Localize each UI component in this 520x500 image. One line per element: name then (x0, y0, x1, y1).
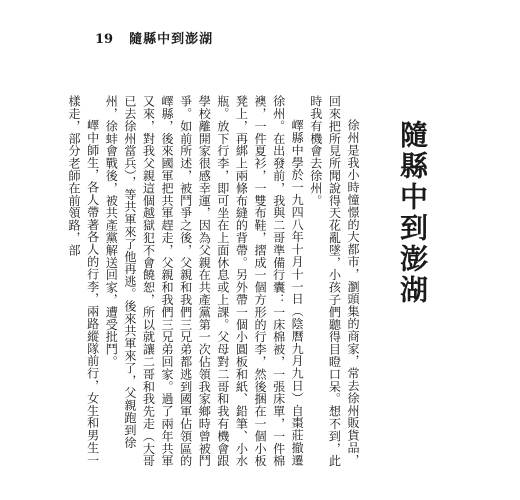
page-header (95, 28, 213, 48)
paragraph: 嶧中師生，各人帶著各人的行李，兩路縱隊前行，女生和男生一樣走，部分老師在前領路，部 (67, 95, 100, 467)
page-number: 19 (95, 32, 114, 47)
body-text (67, 95, 362, 467)
chapter-title: 隨縣中到澎湖 (396, 120, 429, 306)
paragraph: 徐州是我小時憧憬的大都市，瀏頭集的商家，常去徐州販貨品，回來把所見所聞說得天花亂墜，小孩子們聽得目瞪口呆。想不到，此時我有機會去徐州。 (308, 95, 360, 467)
paragraph: 嶧縣中學於一九四八年十月十一日（陰曆九月九日）自棗莊撤遷徐州。在出發前，我與二哥準備行囊：一床棉被，一張床單，一件棉襖，一件夏衫，一雙布鞋，摺成一個方形的行李，然後捆在一個小板凳上，再綁上兩條布縫的背帶。另外帶一個小圓板和紙、鉛筆、小水瓶。放下行李，即可坐在上面休息或上課。父母對二哥和我有機會跟學校離開家很感幸運，因為父親在共產黨第一次佔領我家鄉時曾被鬥爭。如前所述，被鬥爭之後，父親和我們三兄弟都逃到國軍佔領區的嶧縣，後來國軍把共軍趕走，父親和我們三兄弟回家。過了兩年共軍又來，對我父親這個越獄犯不會饒恕，所以就讓二哥和我先走（大哥已去徐州當兵），等共軍來了他再逃。後來共軍來了，父親跑到徐州，徐蚌會戰後，被共產黨解送回家，遭受批鬥。 (104, 95, 305, 467)
running-title: 隨縣中到澎湖 (129, 32, 214, 47)
